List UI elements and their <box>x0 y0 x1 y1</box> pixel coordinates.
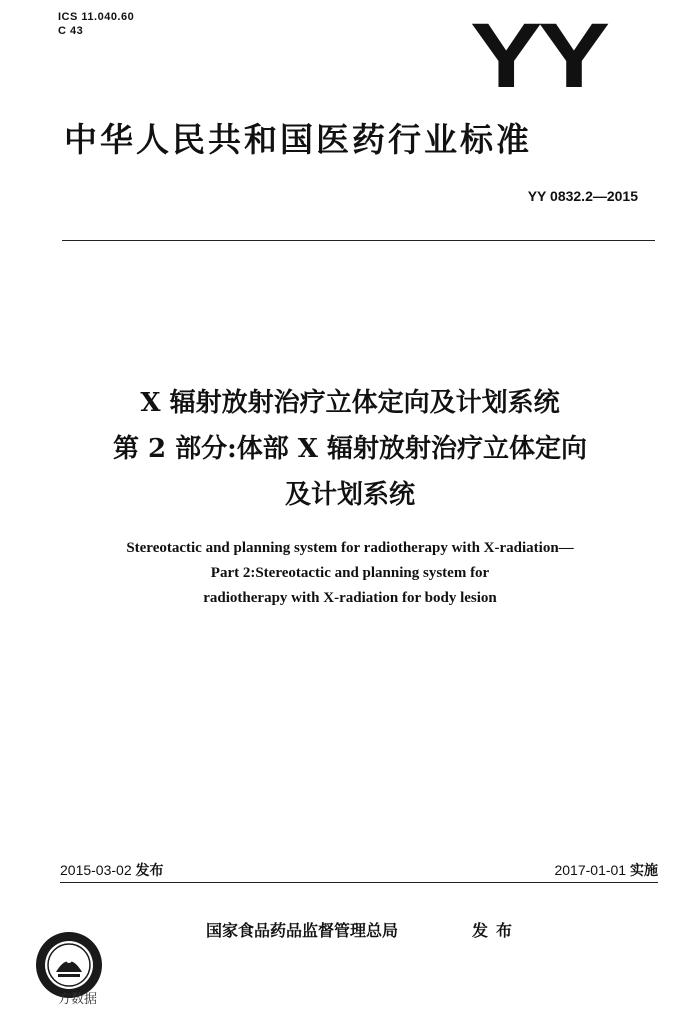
chinese-title <box>60 380 640 518</box>
english-title-line-2: Part 2:Stereotactic and planning system for <box>210 565 490 581</box>
issuing-authority: 国家食品药品监督管理总局 <box>206 921 399 940</box>
standard-code: YY 0832.2—2015 <box>527 188 638 204</box>
ics-code: ICS 11.040.60 <box>58 11 135 23</box>
implementation-date-block <box>554 860 658 880</box>
yy-logo: YY <box>470 5 606 107</box>
chinese-title-line-1: X 辐射放射治疗立体定向及计划系统 <box>140 388 560 418</box>
english-title-line-1: Stereotactic and planning system for radiotherapy with X-radiation— <box>126 540 574 556</box>
issue-date: 2015-03-02 <box>60 862 132 878</box>
classification-codes <box>58 10 134 38</box>
issue-label: 发布 <box>135 863 164 879</box>
chinese-title-line-3: 及计划系统 <box>284 480 415 510</box>
publish-label: 发布 <box>472 921 521 940</box>
bottom-divider <box>60 882 658 883</box>
ccs-code: C 43 <box>58 25 84 37</box>
english-title-line-3: radiotherapy with X-radiation for body lesion <box>203 590 497 606</box>
implementation-label: 实施 <box>630 863 658 879</box>
top-divider <box>62 240 655 241</box>
issue-date-block <box>60 860 164 880</box>
standard-category-title: 中华人民共和国医药行业标准 <box>64 120 532 159</box>
chinese-title-line-2: 第 2 部分:体部 X 辐射放射治疗立体定向 <box>112 434 588 464</box>
watermark-text: 方数据 <box>58 992 98 1007</box>
english-title <box>60 536 640 611</box>
implementation-date: 2017-01-01 <box>554 862 627 878</box>
